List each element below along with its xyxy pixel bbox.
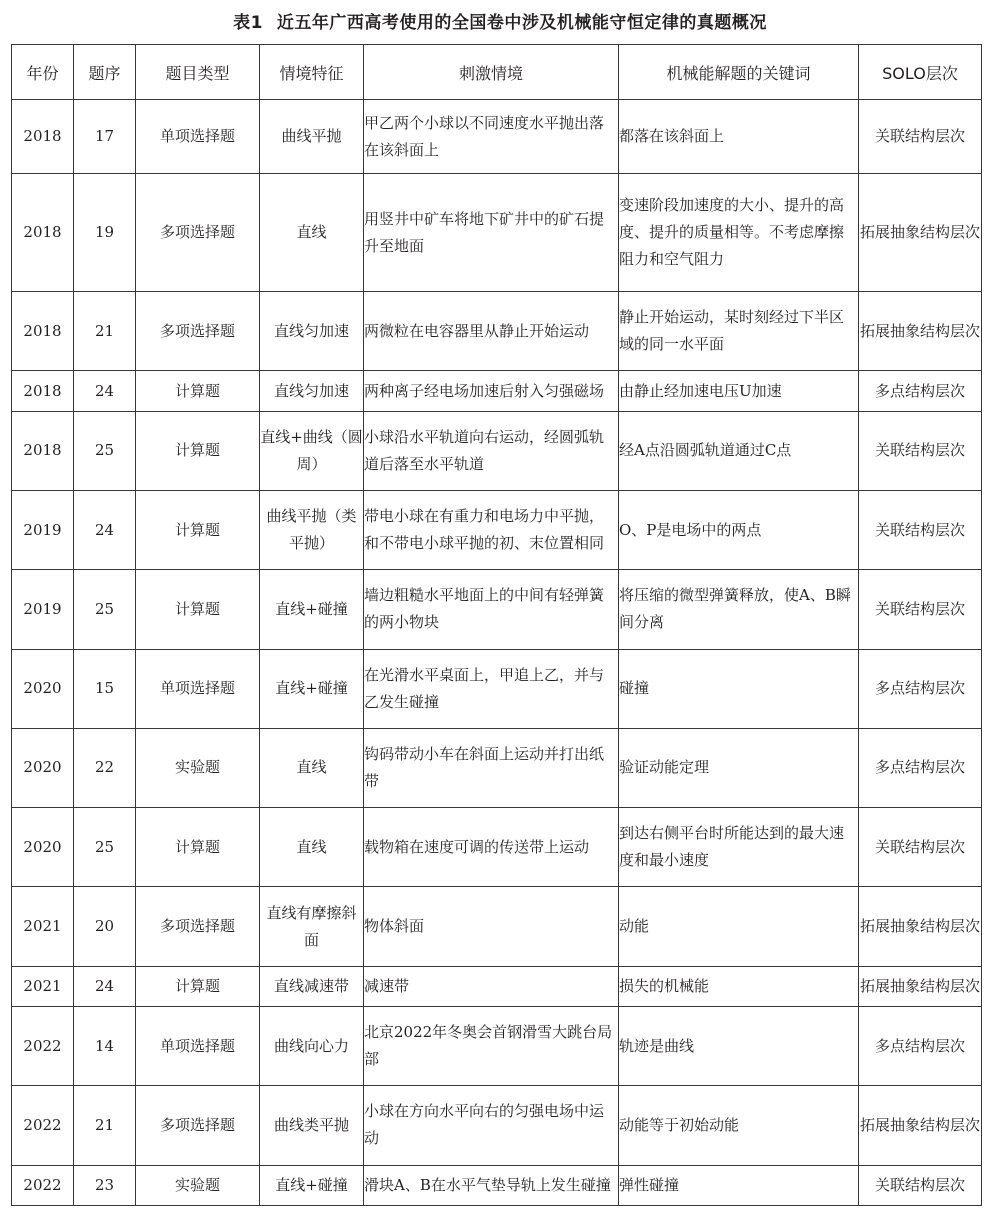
- cell-keywords: 变速阶段加速度的大小、提升的高度、提升的质量相等。不考虑摩擦阻力和空气阻力: [619, 174, 859, 292]
- cell-stimulus: 甲乙两个小球以不同速度水平抛出落在该斜面上: [364, 100, 619, 174]
- cell-keywords: O、P是电场中的两点: [619, 491, 859, 570]
- header-type: 题目类型: [136, 45, 260, 100]
- cell-number: 14: [74, 1007, 136, 1086]
- cell-stimulus: 减速带: [364, 966, 619, 1006]
- cell-number: 24: [74, 371, 136, 411]
- cell-stimulus: 两种离子经电场加速后射入匀强磁场: [364, 371, 619, 411]
- cell-type: 多项选择题: [136, 174, 260, 292]
- cell-year: 2020: [12, 728, 74, 807]
- cell-keywords: 动能等于初始动能: [619, 1086, 859, 1165]
- cell-year: 2018: [12, 411, 74, 490]
- cell-stimulus: 钩码带动小车在斜面上运动并打出纸带: [364, 728, 619, 807]
- cell-feature: 直线+碰撞: [260, 649, 364, 728]
- cell-year: 2021: [12, 966, 74, 1006]
- cell-feature: 直线: [260, 728, 364, 807]
- cell-feature: 曲线平抛（类平抛）: [260, 491, 364, 570]
- header-feature: 情境特征: [260, 45, 364, 100]
- cell-year: 2018: [12, 371, 74, 411]
- cell-feature: 直线: [260, 174, 364, 292]
- cell-feature: 直线+碰撞: [260, 570, 364, 649]
- cell-solo: 拓展抽象结构层次: [859, 292, 982, 371]
- cell-stimulus: 带电小球在有重力和电场力中平抛，和不带电小球平抛的初、末位置相同: [364, 491, 619, 570]
- cell-keywords: 由静止经加速电压U加速: [619, 371, 859, 411]
- cell-number: 23: [74, 1165, 136, 1205]
- cell-keywords: 都落在该斜面上: [619, 100, 859, 174]
- cell-year: 2022: [12, 1007, 74, 1086]
- table-row: [12, 966, 982, 1006]
- cell-keywords: 损失的机械能: [619, 966, 859, 1006]
- cell-type: 单项选择题: [136, 649, 260, 728]
- cell-feature: 曲线向心力: [260, 1007, 364, 1086]
- cell-solo: 多点结构层次: [859, 649, 982, 728]
- cell-solo: 关联结构层次: [859, 570, 982, 649]
- table-row: [12, 371, 982, 411]
- cell-number: 25: [74, 411, 136, 490]
- table-number: 表1: [233, 13, 263, 33]
- cell-stimulus: 物体斜面: [364, 887, 619, 966]
- cell-number: 21: [74, 292, 136, 371]
- cell-number: 24: [74, 966, 136, 1006]
- cell-year: 2022: [12, 1086, 74, 1165]
- table-title: 近五年广西高考使用的全国卷中涉及机械能守恒定律的真题概况: [276, 13, 767, 33]
- cell-solo: 关联结构层次: [859, 491, 982, 570]
- cell-solo: 拓展抽象结构层次: [859, 966, 982, 1006]
- cell-number: 20: [74, 887, 136, 966]
- cell-stimulus: 墙边粗糙水平地面上的中间有轻弹簧的两小物块: [364, 570, 619, 649]
- cell-stimulus: 小球在方向水平向右的匀强电场中运动: [364, 1086, 619, 1165]
- cell-solo: 多点结构层次: [859, 728, 982, 807]
- cell-stimulus: 小球沿水平轨道向右运动，经圆弧轨道后落至水平轨道: [364, 411, 619, 490]
- cell-stimulus: 载物箱在速度可调的传送带上运动: [364, 808, 619, 887]
- cell-number: 19: [74, 174, 136, 292]
- cell-year: 2019: [12, 491, 74, 570]
- cell-year: 2021: [12, 887, 74, 966]
- cell-keywords: 验证动能定理: [619, 728, 859, 807]
- table-row: [12, 649, 982, 728]
- table-row: [12, 808, 982, 887]
- cell-type: 多项选择题: [136, 887, 260, 966]
- cell-feature: 曲线类平抛: [260, 1086, 364, 1165]
- cell-solo: 关联结构层次: [859, 100, 982, 174]
- cell-number: 25: [74, 570, 136, 649]
- cell-keywords: 弹性碰撞: [619, 1165, 859, 1205]
- cell-solo: 拓展抽象结构层次: [859, 174, 982, 292]
- cell-type: 实验题: [136, 1165, 260, 1205]
- cell-number: 17: [74, 100, 136, 174]
- cell-type: 计算题: [136, 570, 260, 649]
- exam-table: [11, 44, 982, 1206]
- cell-type: 计算题: [136, 411, 260, 490]
- cell-feature: 直线+碰撞: [260, 1165, 364, 1205]
- table-row: [12, 887, 982, 966]
- table-row: [12, 1007, 982, 1086]
- cell-number: 25: [74, 808, 136, 887]
- cell-number: 15: [74, 649, 136, 728]
- cell-type: 计算题: [136, 491, 260, 570]
- table-caption: [0, 8, 1000, 38]
- table-row: [12, 174, 982, 292]
- cell-solo: 多点结构层次: [859, 371, 982, 411]
- table-row: [12, 570, 982, 649]
- cell-keywords: 轨迹是曲线: [619, 1007, 859, 1086]
- cell-stimulus: 用竖井中矿车将地下矿井中的矿石提升至地面: [364, 174, 619, 292]
- table-row: [12, 411, 982, 490]
- table-row: [12, 292, 982, 371]
- table-row: [12, 1165, 982, 1205]
- cell-stimulus: 在光滑水平桌面上，甲追上乙，并与乙发生碰撞: [364, 649, 619, 728]
- cell-solo: 多点结构层次: [859, 1007, 982, 1086]
- cell-year: 2020: [12, 649, 74, 728]
- cell-keywords: 经A点沿圆弧轨道通过C点: [619, 411, 859, 490]
- header-keywords: 机械能解题的关键词: [619, 45, 859, 100]
- header-row: [12, 45, 982, 100]
- cell-feature: 直线减速带: [260, 966, 364, 1006]
- cell-solo: 拓展抽象结构层次: [859, 887, 982, 966]
- cell-feature: 直线匀加速: [260, 292, 364, 371]
- header-stimulus: 刺激情境: [364, 45, 619, 100]
- cell-type: 计算题: [136, 808, 260, 887]
- cell-feature: 直线匀加速: [260, 371, 364, 411]
- cell-feature: 直线有摩擦斜面: [260, 887, 364, 966]
- cell-year: 2022: [12, 1165, 74, 1205]
- cell-number: 22: [74, 728, 136, 807]
- cell-stimulus: 两微粒在电容器里从静止开始运动: [364, 292, 619, 371]
- table-row: [12, 100, 982, 174]
- cell-type: 单项选择题: [136, 100, 260, 174]
- cell-type: 实验题: [136, 728, 260, 807]
- header-number: 题序: [74, 45, 136, 100]
- cell-type: 计算题: [136, 371, 260, 411]
- table-row: [12, 491, 982, 570]
- cell-year: 2018: [12, 174, 74, 292]
- cell-type: 多项选择题: [136, 292, 260, 371]
- header-year: 年份: [12, 45, 74, 100]
- cell-solo: 关联结构层次: [859, 411, 982, 490]
- cell-feature: 直线+曲线（圆周）: [260, 411, 364, 490]
- cell-year: 2018: [12, 100, 74, 174]
- cell-feature: 直线: [260, 808, 364, 887]
- cell-feature: 曲线平抛: [260, 100, 364, 174]
- cell-type: 多项选择题: [136, 1086, 260, 1165]
- cell-solo: 关联结构层次: [859, 1165, 982, 1205]
- cell-keywords: 到达右侧平台时所能达到的最大速度和最小速度: [619, 808, 859, 887]
- cell-solo: 关联结构层次: [859, 808, 982, 887]
- cell-stimulus: 滑块A、B在水平气垫导轨上发生碰撞: [364, 1165, 619, 1205]
- table-row: [12, 728, 982, 807]
- cell-type: 计算题: [136, 966, 260, 1006]
- cell-solo: 拓展抽象结构层次: [859, 1086, 982, 1165]
- cell-stimulus: 北京2022年冬奥会首钢滑雪大跳台局部: [364, 1007, 619, 1086]
- cell-keywords: 碰撞: [619, 649, 859, 728]
- cell-year: 2019: [12, 570, 74, 649]
- cell-keywords: 将压缩的微型弹簧释放，使A、B瞬间分离: [619, 570, 859, 649]
- header-solo: SOLO层次: [859, 45, 982, 100]
- cell-year: 2020: [12, 808, 74, 887]
- cell-type: 单项选择题: [136, 1007, 260, 1086]
- table-row: [12, 1086, 982, 1165]
- cell-keywords: 静止开始运动，某时刻经过下半区域的同一水平面: [619, 292, 859, 371]
- cell-year: 2018: [12, 292, 74, 371]
- cell-number: 21: [74, 1086, 136, 1165]
- cell-keywords: 动能: [619, 887, 859, 966]
- cell-number: 24: [74, 491, 136, 570]
